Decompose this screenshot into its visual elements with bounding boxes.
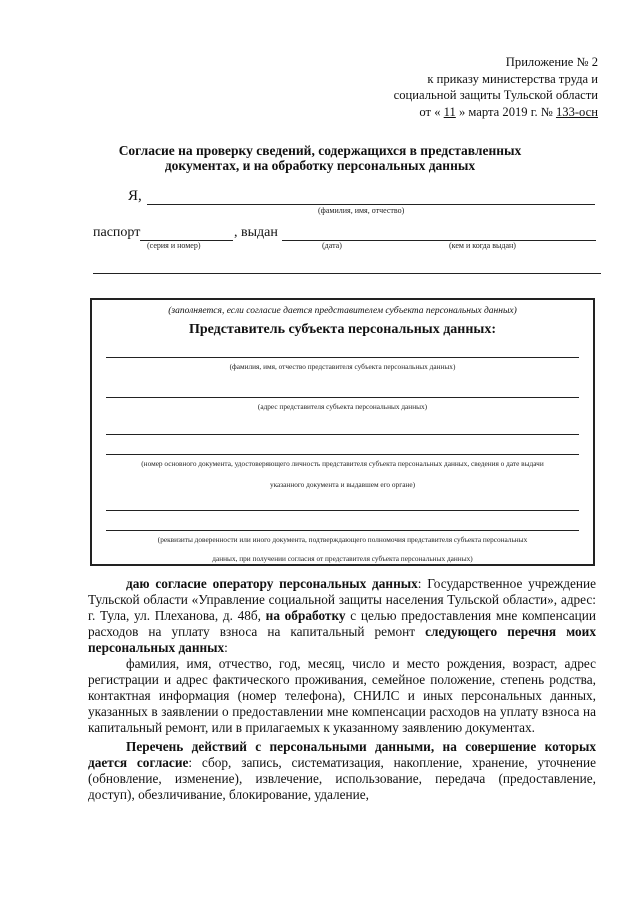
rep-requisites-caption-2: данных, при получении согласия от представителя субъекта персональных данных) [212,554,473,563]
extra-line-field[interactable] [93,273,601,274]
fio-field[interactable] [147,204,595,205]
rep-requisites-field-2[interactable] [106,530,579,531]
consent-paragraph-3 [88,739,596,803]
p3-bold: Перечень действий с персональными данными, на совершение которых дается согласие [88,739,596,770]
series-caption: (серия и номер) [147,241,201,250]
issuer-caption: (кем и когда выдан) [449,241,516,250]
p1-text-3: : [224,640,228,655]
rep-doc-field[interactable] [106,434,579,435]
date-caption: (дата) [322,241,342,250]
p1-bold-1: даю согласие оператору персональных данных [126,576,418,591]
appendix-header [338,54,598,120]
representative-box [90,298,595,566]
p1-text-1: : Государственное учреждение Тульской области «Управление социальной защиты населения Тульской области», адрес: г. Тула, ул. Плеханова, д. 48б, [88,576,596,623]
rep-fio-field[interactable] [106,357,579,358]
representative-heading: Представитель субъекта персональных данных: [188,322,497,337]
order-number: 133-осн [555,104,598,119]
ya-label: Я, [128,188,142,204]
p1-bold-3: следующего перечня моих персональных данных [88,624,596,655]
representative-note: (заполняется, если согласие дается представителем субъекта персональных данных) [168,306,517,316]
rep-doc-caption-1: (номер основного документа, удостоверяющего личность представителя субъекта персональных данных, сведения о дате выдачи [141,459,544,468]
passport-label: паспорт [93,225,141,240]
title-line1: Согласие на проверку сведений, содержащихся в представленных [118,143,522,158]
date-mid: » марта 2019 г. № [458,104,553,119]
appendix-date-line [338,104,598,121]
fio-caption: (фамилия, имя, отчество) [318,206,405,215]
rep-doc-field-2[interactable] [106,454,579,455]
rep-fio-caption: (фамилия, имя, отчество представителя субъекта персональных данных) [229,362,456,371]
rep-address-field[interactable] [106,397,579,398]
consent-paragraph-2: фамилия, имя, отчество, год, месяц, число и место рождения, возраст, адрес регистрации и адрес фактического проживания, семейное положение, степень родства, контактная информация (номер телефона), СНИЛС и иных персональных данных, указанных в заявлении о предоставлении мне компенсации расходов на уплату взноса на капитальный ремонт, или в прилагаемых к указанному заявлению документах. [88,656,596,735]
date-day: 11 [443,104,456,119]
document-title [70,143,570,173]
p1-bold-2: на обработку [265,608,346,623]
rep-requisites-field[interactable] [106,510,579,511]
consent-body [88,576,596,803]
rep-requisites-caption-1: (реквизиты доверенности или иного документа, подтверждающего полномочия представителя субъекта персональных [157,535,528,544]
rep-doc-caption-2: указанного документа и выдавшем его органе) [269,480,416,489]
date-prefix: от « [419,104,441,119]
appendix-line1: Приложение № 2 [505,55,598,69]
title-line2: документах, и на обработку персональных данных [164,158,476,173]
appendix-line3: социальной защиты Тульской области [393,88,598,102]
consent-paragraph-1 [88,576,596,656]
issued-label: , выдан [234,225,278,240]
rep-address-caption: (адрес представителя субъекта персональных данных) [257,402,428,411]
p3-text: : сбор, запись, систематизация, накопление, хранение, уточнение (обновление, изменение), извлечение, использование, передача (предоставление, доступ), обезличивание, блокирование, удаление, [88,755,596,802]
p1-text-2: с целью предоставления мне компенсации расходов на уплату взноса на капитальный ремонт [88,608,596,639]
appendix-line2: к приказу министерства труда и [427,71,598,86]
